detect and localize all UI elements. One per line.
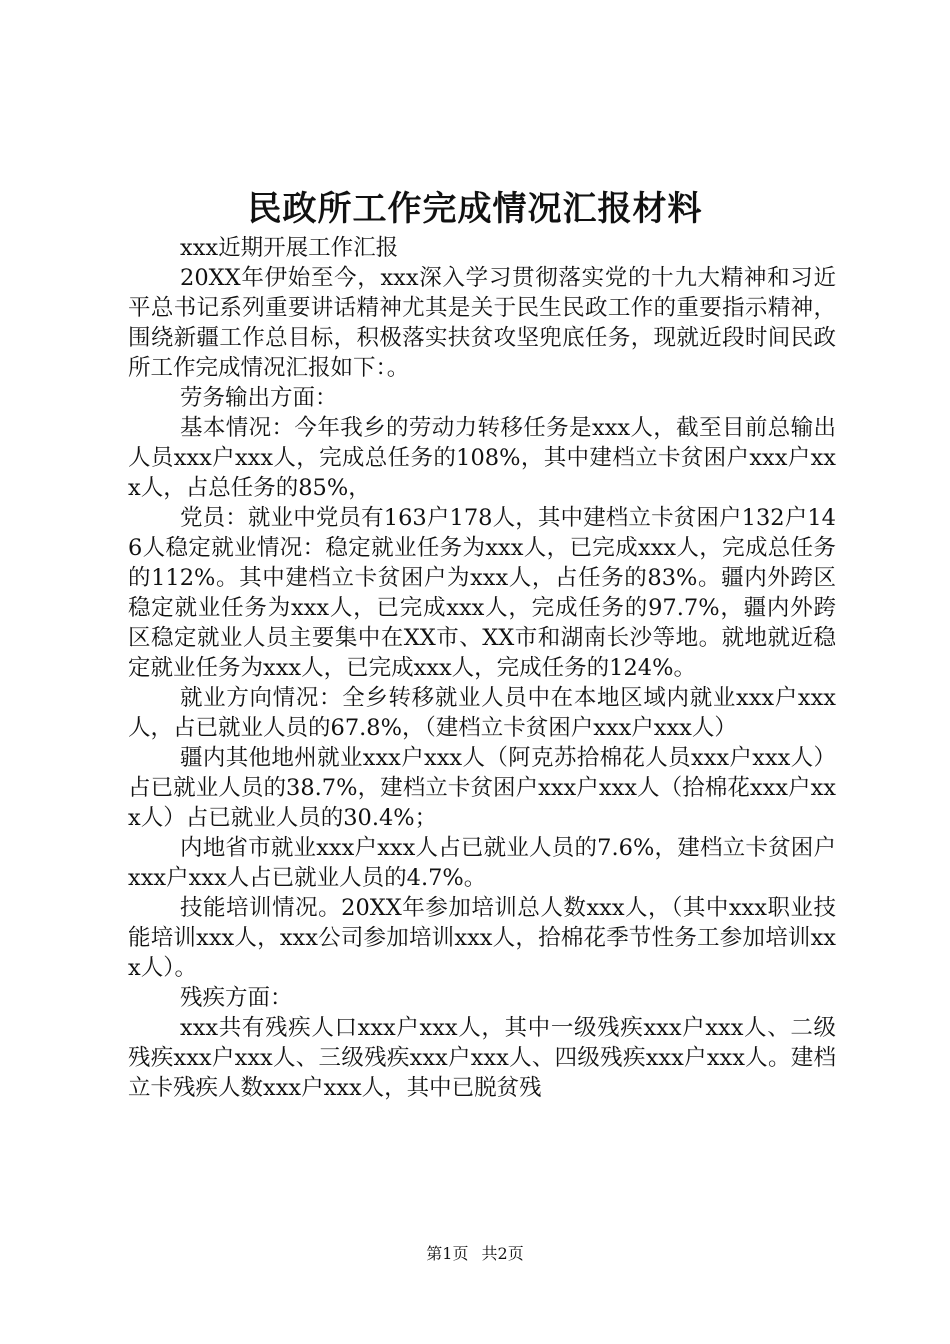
paragraph: xxx共有残疾人口xxx户xxx人，其中一级残疾xxx户xxx人、二级残疾xxx户xxx人、三级残疾xxx户xxx人、四级残疾xxx户xxx人。建档立卡残疾人数xxx户xxx人，其中已脱贫残 xyxy=(128,1015,836,1101)
paragraph: xxx近期开展工作汇报 xyxy=(180,235,399,261)
page-total: 共2页 xyxy=(481,1244,524,1263)
paragraph: 技能培训情况。20XX年参加培训总人数xxx人，（其中xxx职业技能培训xxx人，xxx公司参加培训xxx人，拾棉花季节性务工参加培训xxx人）。 xyxy=(128,895,836,981)
paragraph: 就业方向情况：全乡转移就业人员中在本地区域内就业xxx户xxx人，占已就业人员的67.8%，（建档立卡贫困户xxx户xxx人） xyxy=(128,685,836,741)
document-title: 民政所工作完成情况汇报材料 xyxy=(247,189,703,229)
paragraph: 党员：就业中党员有163户178人，其中建档立卡贫困户132户146人稳定就业情况：稳定就业任务为xxx人，已完成xxx人，完成总任务的112%。其中建档立卡贫困户为xxx人，占任务的83%。疆内外跨区稳定就业任务为xxx人，已完成xxx人，完成任务的97.7%，疆内外跨区稳定就业人员主要集中在XX市、XX市和湖南长沙等地。就地就近稳定就业任务为xxx人，已完成xxx人，完成任务的124%。 xyxy=(128,505,836,681)
page-number: 第1页 xyxy=(426,1244,469,1263)
paragraph: 内地省市就业xxx户xxx人占已就业人员的7.6%，建档立卡贫困户xxx户xxx人占已就业人员的4.7%。 xyxy=(128,835,836,891)
section-heading: 残疾方面： xyxy=(180,985,293,1011)
paragraph: 20XX年伊始至今，xxx深入学习贯彻落实党的十九大精神和习近平总书记系列重要讲话精神尤其是关于民生民政工作的重要指示精神，围绕新疆工作总目标，积极落实扶贫攻坚兜底任务，现就近段时间民政所工作完成情况汇报如下：。 xyxy=(128,265,836,381)
section-heading: 劳务输出方面： xyxy=(180,385,338,411)
document-body xyxy=(128,233,836,1103)
page-footer xyxy=(0,1243,950,1265)
paragraph: 疆内其他地州就业xxx户xxx人（阿克苏拾棉花人员xxx户xxx人）占已就业人员的38.7%，建档立卡贫困户xxx户xxx人（拾棉花xxx户xxx人）占已就业人员的30.4%； xyxy=(128,745,836,831)
paragraph: 基本情况：今年我乡的劳动力转移任务是xxx人，截至目前总输出人员xxx户xxx人，完成总任务的108%，其中建档立卡贫困户xxx户xxx人，占总任务的85%， xyxy=(128,415,836,501)
